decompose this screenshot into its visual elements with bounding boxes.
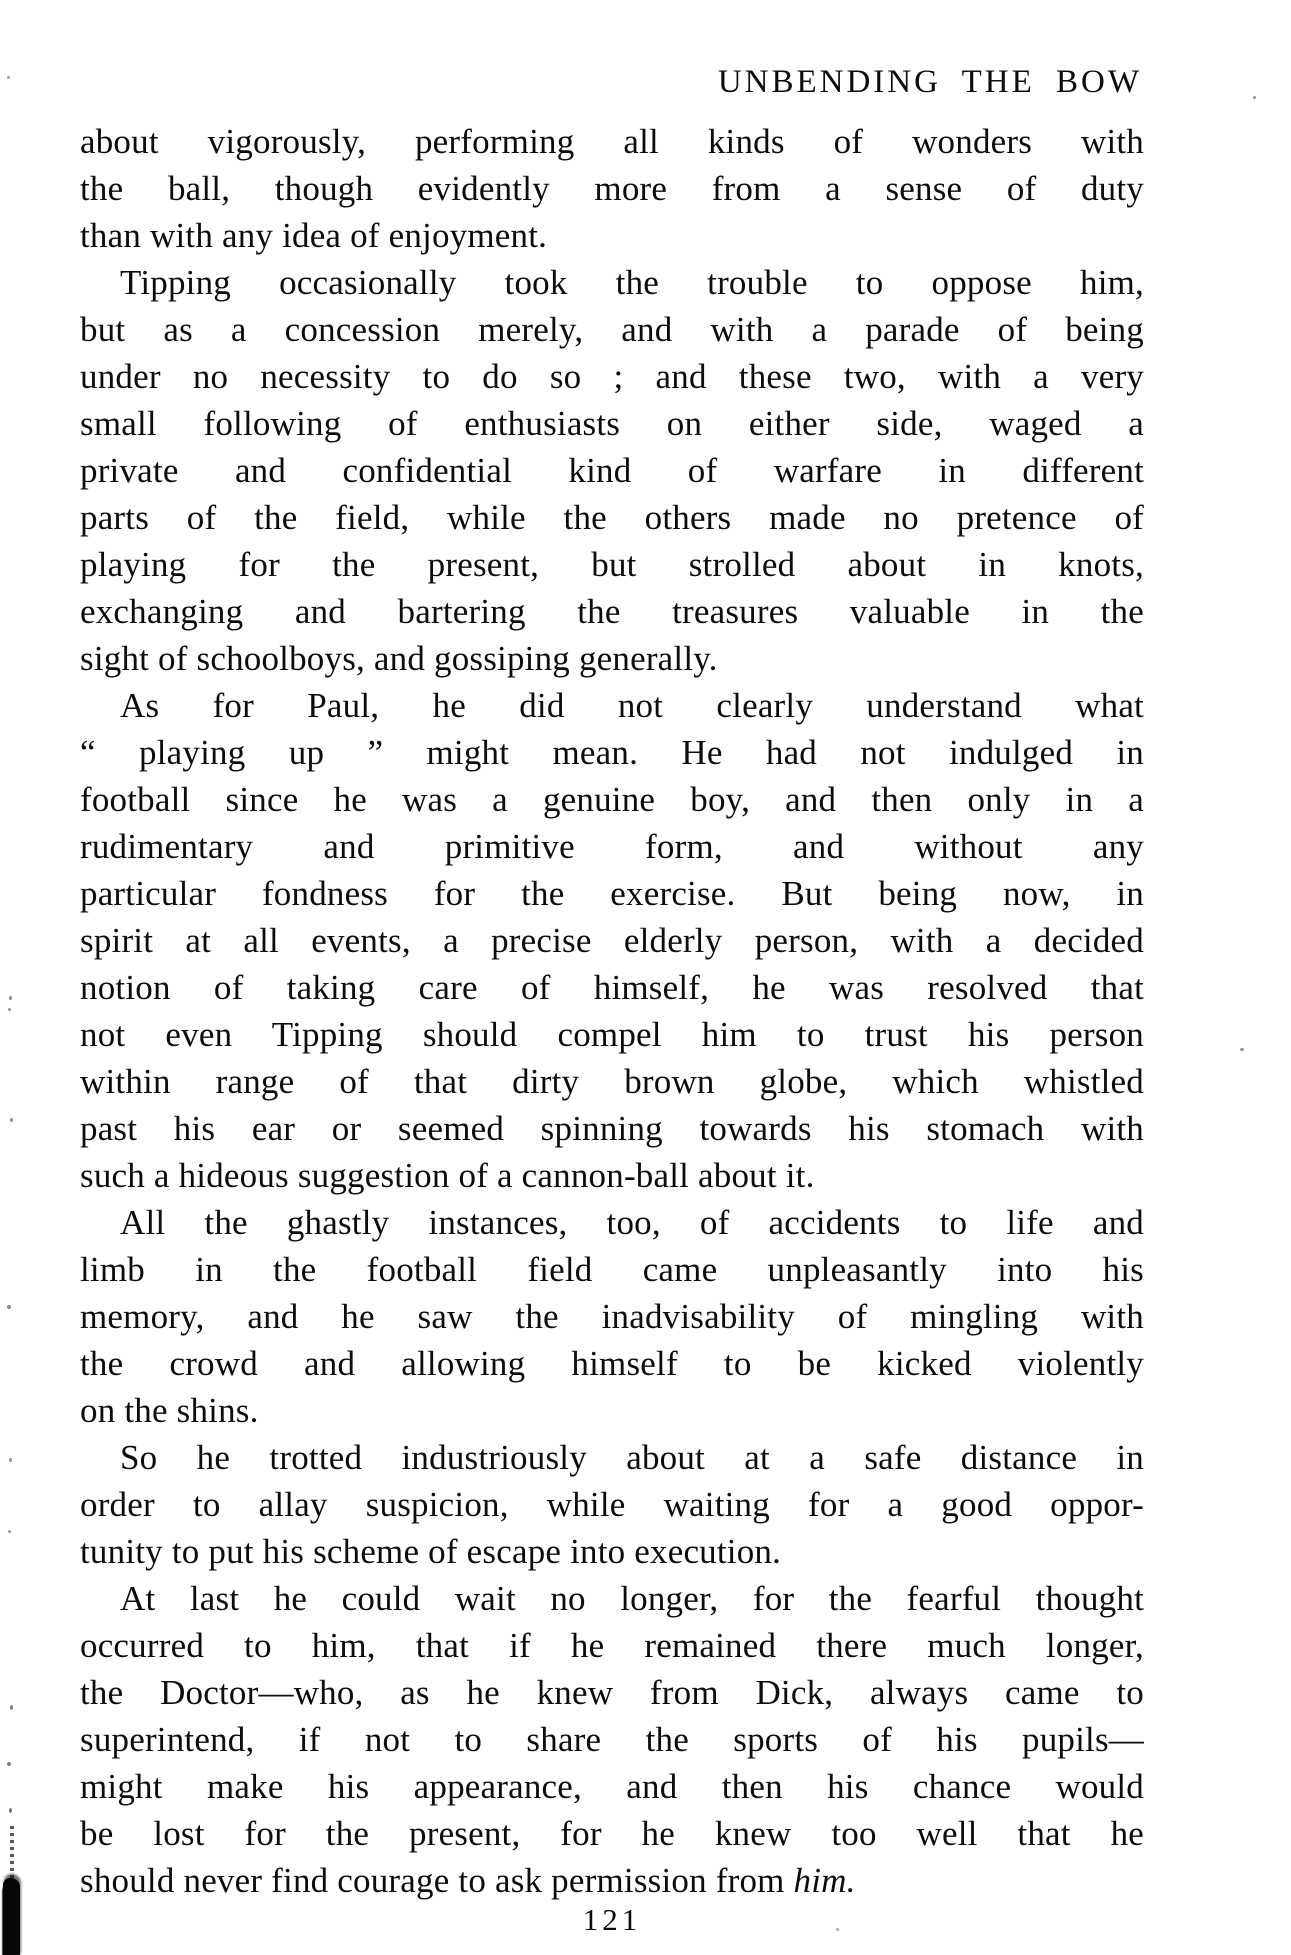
text-line: such a hideous suggestion of a cannon-ball about it.: [80, 1156, 815, 1195]
scan-speck-artifact: [9, 996, 12, 1000]
text-line: playing for the present, but strolled about in knots,: [80, 545, 1144, 584]
text-line: notion of taking care of himself, he was resolved that: [80, 968, 1144, 1007]
text-line: At last he could wait no longer, for the fearful thought: [120, 1579, 1144, 1618]
paragraph: [80, 682, 1144, 1199]
ink-blot-artifact: [3, 1878, 20, 1955]
text-run-italic: him.: [793, 1861, 856, 1900]
scan-speck-artifact: [1240, 1048, 1244, 1051]
text-line: memory, and he saw the inadvisability of mingling with: [80, 1297, 1144, 1336]
text-line: rudimentary and primitive form, and without any: [80, 827, 1144, 866]
text-block: [80, 64, 1144, 1904]
text-line: not even Tipping should compel him to trust his person: [80, 1015, 1144, 1054]
paragraph: [80, 1199, 1144, 1434]
text-line: superintend, if not to share the sports of his pupils—: [80, 1720, 1144, 1759]
text-line: tunity to put his scheme of escape into execution.: [80, 1532, 782, 1571]
text-line: small following of enthusiasts on either side, waged a: [80, 404, 1144, 443]
running-header: UNBENDING THE BOW: [717, 64, 1142, 100]
scan-speck-artifact: [7, 76, 10, 79]
text-line: under no necessity to do so ; and these two, with a very: [80, 357, 1144, 396]
text-line: sight of schoolboys, and gossiping generally.: [80, 639, 718, 678]
scan-speck-artifact: [7, 1762, 11, 1766]
text-line: order to allay suspicion, while waiting for a good oppor-: [80, 1485, 1144, 1524]
text-line: spirit at all events, a precise elderly person, with a decided: [80, 921, 1144, 960]
scan-speck-artifact: [10, 1705, 13, 1710]
scan-speck-artifact: [836, 1928, 839, 1931]
text-run: should never find courage to ask permission from: [80, 1861, 794, 1900]
text-line: exchanging and bartering the treasures valuable in the: [80, 592, 1144, 631]
scan-speck-artifact: [7, 1305, 11, 1309]
text-line: Tipping occasionally took the trouble to oppose him,: [120, 263, 1144, 302]
text-line: past his ear or seemed spinning towards his stomach with: [80, 1109, 1144, 1148]
text-line: the Doctor—who, as he knew from Dick, always came to: [80, 1673, 1144, 1712]
page-number: 121: [582, 1902, 642, 1937]
text-line: As for Paul, he did not clearly understand what: [120, 686, 1144, 725]
scan-speck-artifact: [9, 1458, 12, 1462]
text-line: limb in the football field came unpleasantly into his: [80, 1250, 1144, 1289]
text-line: might make his appearance, and then his chance would: [80, 1767, 1144, 1806]
scan-speck-artifact: [9, 1808, 12, 1813]
text-line: occurred to him, that if he remained there much longer,: [80, 1626, 1144, 1665]
text-line: than with any idea of enjoyment.: [80, 216, 548, 255]
text-line: within range of that dirty brown globe, which whistled: [80, 1062, 1144, 1101]
scan-speck-artifact: [8, 1008, 11, 1011]
text-line: football since he was a genuine boy, and then only in a: [80, 780, 1144, 819]
paragraph: [80, 1575, 1144, 1904]
text-line: be lost for the present, for he knew too well that he: [80, 1814, 1144, 1853]
text-line: private and confidential kind of warfare in different: [80, 451, 1144, 490]
paragraph: [80, 1434, 1144, 1575]
paragraph: [80, 118, 1144, 259]
scan-speck-artifact: [10, 1118, 13, 1122]
text-line: about vigorously, performing all kinds of wonders with: [80, 122, 1144, 161]
paragraph: [80, 259, 1144, 682]
scan-speck-artifact: [1253, 96, 1256, 99]
text-line: “ playing up ” might mean. He had not indulged in: [80, 733, 1144, 772]
text-line: [80, 1857, 1144, 1904]
text-line: So he trotted industriously about at a safe distance in: [120, 1438, 1144, 1477]
text-line: on the shins.: [80, 1391, 259, 1430]
text-line: particular fondness for the exercise. But being now, in: [80, 874, 1144, 913]
text-line: parts of the field, while the others made no pretence of: [80, 498, 1144, 537]
scan-speck-artifact: [8, 1530, 11, 1533]
text-line: but as a concession merely, and with a parade of being: [80, 310, 1144, 349]
text-line: All the ghastly instances, too, of accidents to life and: [120, 1203, 1144, 1242]
text-line: the crowd and allowing himself to be kicked violently: [80, 1344, 1144, 1383]
text-line: the ball, though evidently more from a sense of duty: [80, 169, 1144, 208]
